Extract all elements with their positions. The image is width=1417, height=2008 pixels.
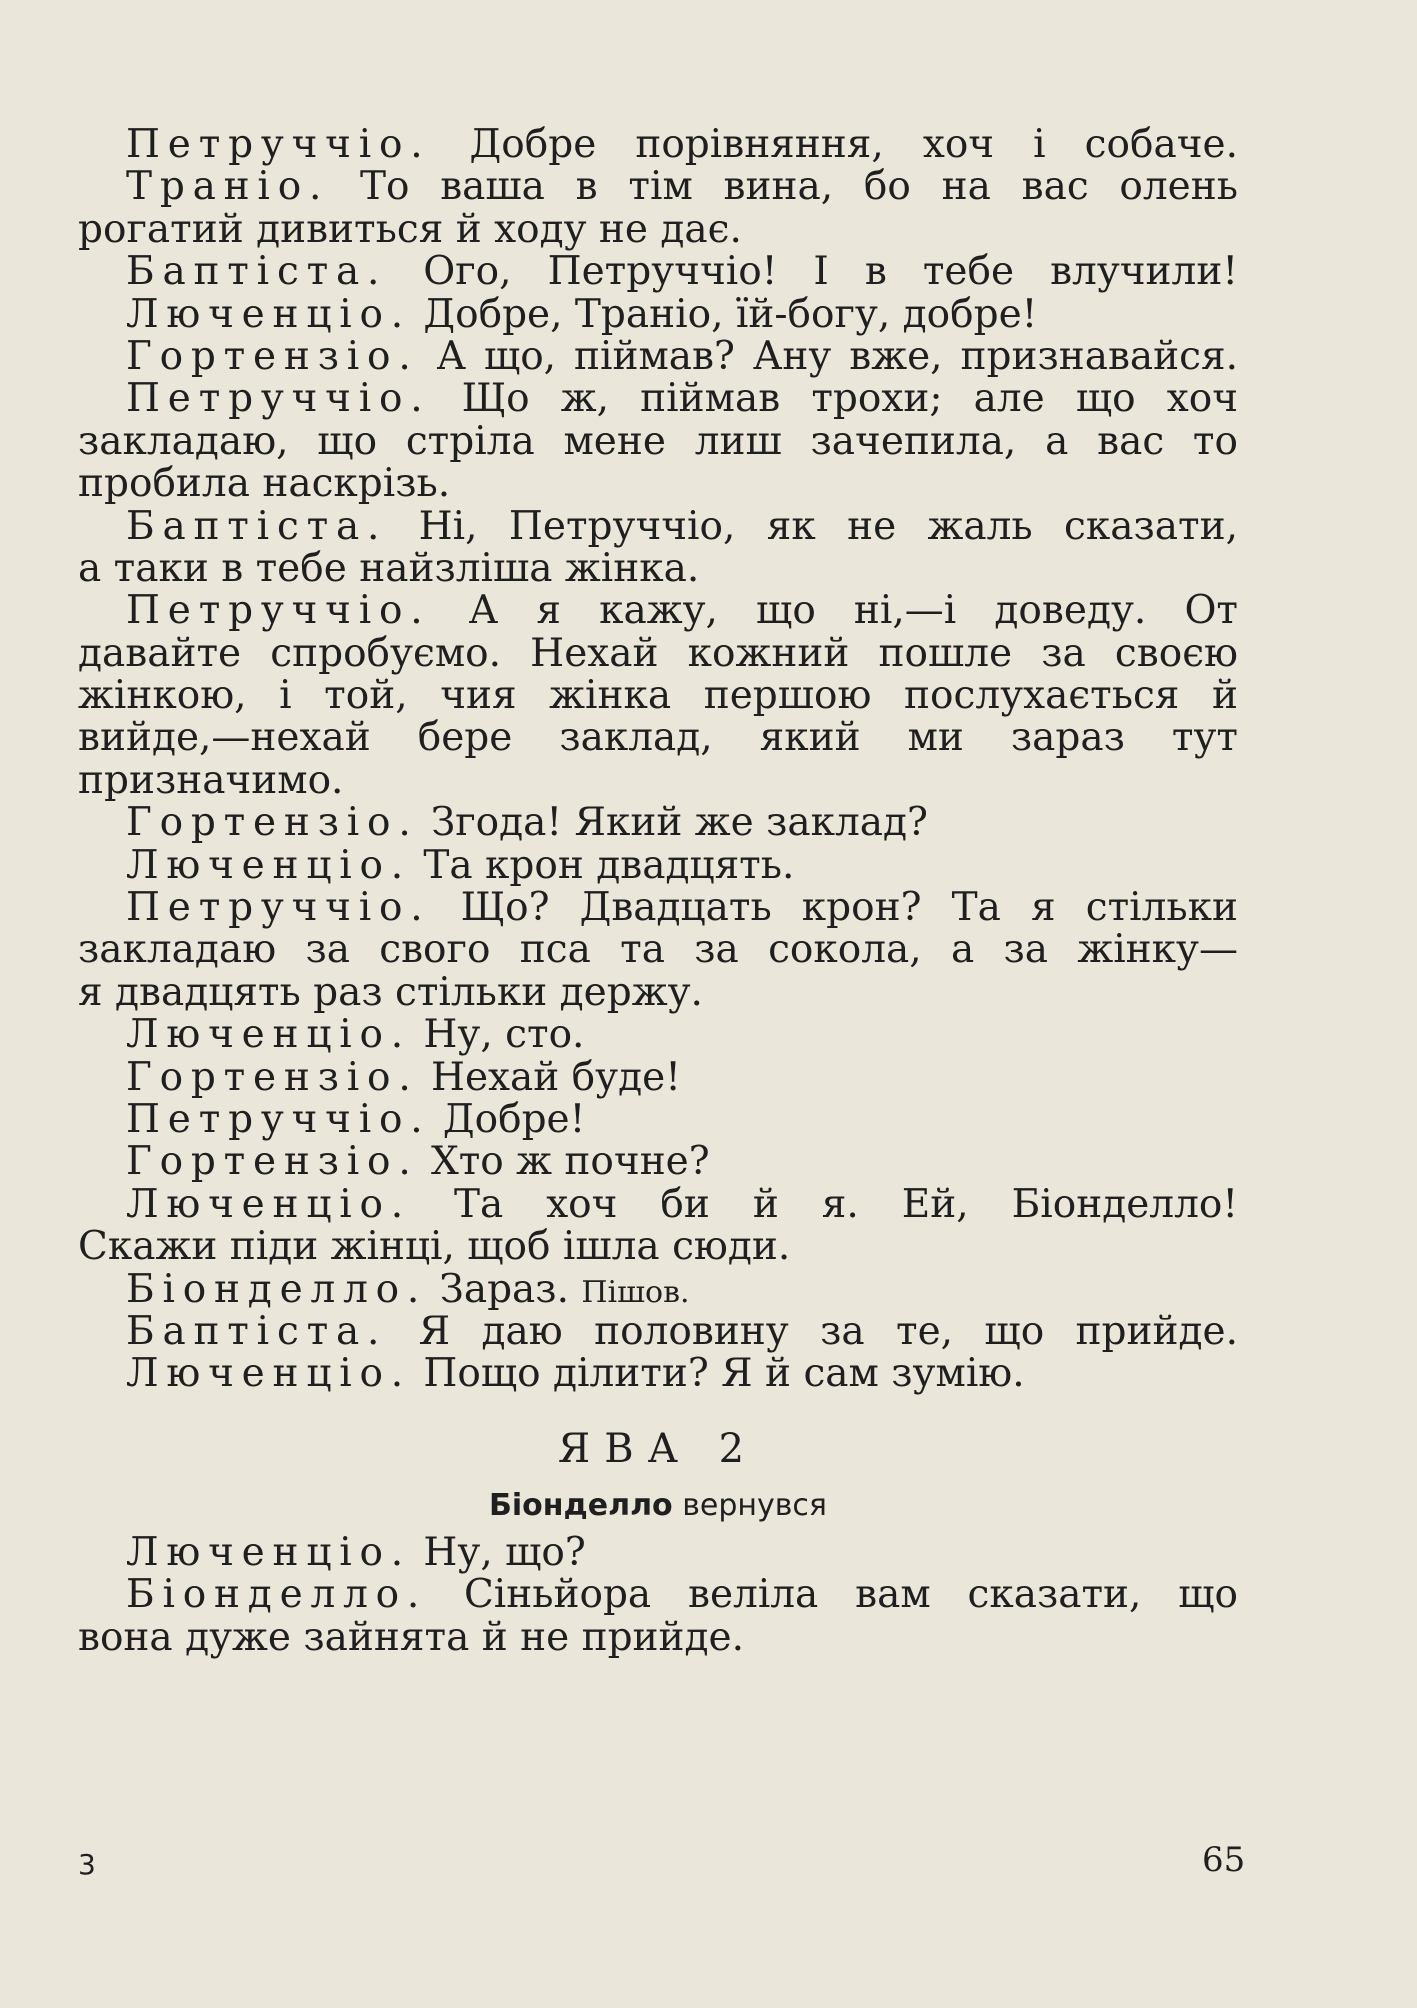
speech-text: давайте спробуємо. Нехай кожний пошле за своєю [78,630,1238,676]
text-line [78,675,1238,717]
signature-mark: 3 [78,1848,96,1881]
speech-text: призначимо. [78,757,344,803]
speech-text: вийде,—нехай бере заклад, який ми зараз тут [78,715,1238,761]
speaker-name: Гортензіо. [126,1054,419,1100]
speech-text: вона дуже зайнята й не прийде. [78,1614,745,1660]
text-line [78,545,1238,591]
speech-text: Та крон двадцять. [411,842,795,888]
speech-text: Зараз. [427,1266,582,1312]
speech-text: Згода! Який же заклад? [418,800,928,846]
text-line [78,251,1238,293]
scene-direction [78,1480,1238,1532]
page-number: 65 [1202,1840,1246,1880]
speech-text: Добре порівняння, хоч і собаче. [430,122,1238,167]
text-line [78,1266,1238,1312]
speaker-name: Біонделло. [126,1266,428,1312]
speech-text: пробила наскрізь. [78,461,451,507]
speaker-name: Баптіста. [126,249,388,295]
text-line [78,1529,1238,1575]
speaker-name: Люченціо. [126,1012,411,1058]
speaker-name: Траніо. [126,164,330,210]
text-line [78,124,1238,166]
text-line [78,590,1238,632]
text-line [78,929,1238,971]
speech-text: Хто ж почне? [418,1139,710,1185]
speech-text: Пощо ділити? Я й сам зумію. [411,1351,1025,1397]
text-line [78,1181,1238,1227]
speech-text: Що? Двадцать крон? Та я стільки [430,885,1238,931]
text-line [78,1141,1238,1183]
speech-text: Добре, Траніо, їй-богу, добре! [411,291,1038,337]
speech-text: То ваша в тім вина, бо на вас олень [329,164,1238,210]
speech-text: закладаю за свого пса та за сокола, а за жінку— [78,927,1238,973]
speech-text: жінкою, і той, чия жінка першою послухається й [78,673,1238,719]
speaker-name: Петруччіо. [126,376,431,422]
speaker-name: Петруччіо. [126,122,431,167]
speaker-name: Люченціо. [126,1181,411,1227]
text-line [78,1574,1238,1616]
speaker-name: Петруччіо. [126,588,431,634]
speech-text: Що ж, піймав трохи; але що хоч [430,376,1238,422]
speaker-name: Біонделло. [126,1572,428,1618]
speech-text: Нехай буде! [418,1054,681,1100]
speech-text: А що, піймав? Ану вже, признавайся. [418,333,1238,379]
speaker-name: Люченціо. [126,1351,411,1397]
text-line [78,206,1238,252]
text-line [78,969,1238,1015]
text-line [78,291,1238,337]
speech-text: рогатий дивиться й ходу не дає. [78,206,742,252]
text-line [78,166,1238,208]
speaker-name: Гортензіо. [126,800,419,846]
speech-text: Ну, що? [411,1529,586,1575]
speaker-name: Люченціо. [126,1529,411,1575]
text-line [78,1054,1238,1100]
speech-text: Скажи піди жінці, щоб ішла сюди. [78,1224,791,1270]
speech-text: Ні, Петруччіо, як не жаль сказати, [387,503,1238,549]
speech-text: Добре! [430,1096,586,1142]
text-line [78,1096,1238,1142]
text-line [78,887,1238,929]
speech-text: Я даю половину за те, що прийде. [387,1308,1238,1354]
speech-text: А я кажу, що ні,—і доведу. От [430,588,1238,634]
speech-text: Ого, Петруччіо! І в тебе влучили! [387,249,1238,295]
stage-direction: Пішов. [581,1274,690,1310]
text-line [78,717,1238,759]
text-line [78,1308,1238,1354]
text-line [78,630,1238,676]
text-line [78,1614,1238,1660]
text-line [78,802,1238,844]
speaker-name: Петруччіо. [126,1096,431,1142]
text-line [78,757,1238,803]
text-line [78,842,1238,888]
text-line [78,1353,1238,1395]
text-line [78,463,1238,505]
speaker-name: Гортензіо. [126,1139,419,1185]
speaker-name: Баптіста. [126,1308,388,1354]
scene-direction-name: Біонделло [489,1487,673,1523]
speech-text: Сіньйора веліла вам сказати, що [427,1572,1238,1618]
scene-direction-text: вернувся [672,1487,827,1523]
speech-text: я двадцять раз стільки держу. [78,969,703,1015]
speaker-name: Гортензіо. [126,333,419,379]
scene-title: ЯВА 2 [557,1425,759,1472]
speaker-name: Люченціо. [126,291,411,337]
text-line [78,378,1238,420]
text-line [78,1014,1238,1056]
speech-text: закладаю, що стріла мене лиш зачепила, а вас то [78,418,1238,464]
speaker-name: Баптіста. [126,503,388,549]
page-text [78,124,1238,1659]
text-line [78,503,1238,549]
text-line [78,418,1238,464]
speaker-name: Петруччіо. [126,885,431,931]
speaker-name: Люченціо. [126,842,411,888]
text-line [78,1226,1238,1268]
speech-text: Та хоч би й я. Ей, Біонделло! [411,1181,1238,1227]
speech-text: Ну, сто. [411,1012,585,1058]
text-line [78,333,1238,379]
speech-text: а таки в тебе найзліша жінка. [78,545,700,591]
